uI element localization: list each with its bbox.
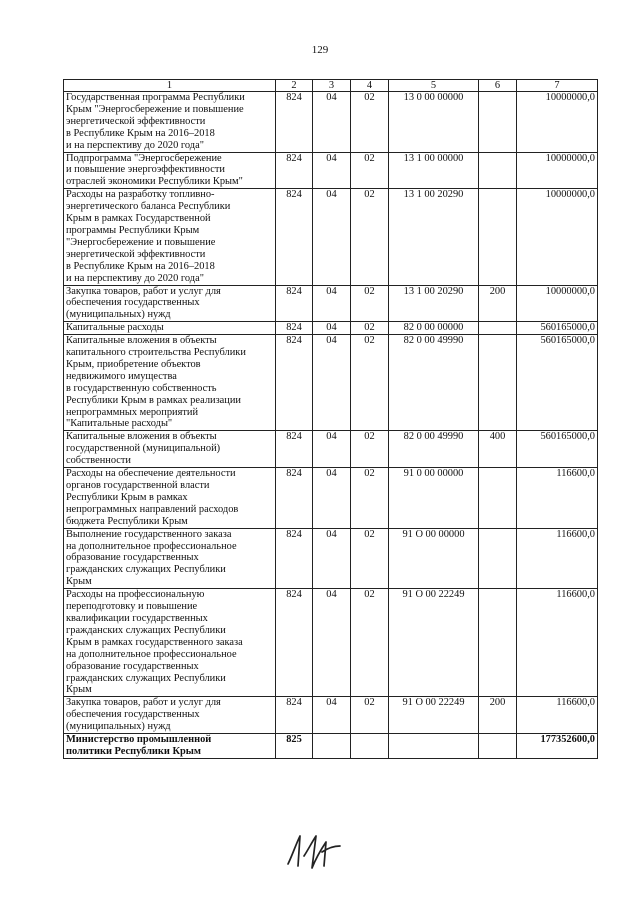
table-header-row [64, 80, 598, 92]
row-name-cell: Расходы на профессиональную переподготовку и повышение квалификации государственных гражданских служащих Республики Крым в рамках государственного заказа на дополнительное профессиональное образование государственных гражданских служащих Республики Крым [64, 589, 276, 697]
dept-code-cell: 824 [276, 589, 313, 697]
table-row [64, 697, 598, 734]
dept-code-cell: 824 [276, 152, 313, 189]
dept-code-cell: 824 [276, 528, 313, 589]
row-name-cell: Закупка товаров, работ и услуг для обеспечения государственных (муниципальных) нужд [64, 285, 276, 322]
section-code-cell [313, 734, 351, 759]
target-code-cell: 82 0 00 00000 [389, 322, 479, 335]
target-code-cell [389, 734, 479, 759]
column-header: 7 [517, 80, 598, 92]
subsection-code-cell: 02 [351, 152, 389, 189]
target-code-cell: 91 0 00 00000 [389, 468, 479, 529]
row-name-cell: Капитальные вложения в объекты капитального строительства Республики Крым, приобретение объектов недвижимого имущества в государственную собственность Республики Крым в рамках реализации непрограммных мероприятий "Капитальные расходы" [64, 335, 276, 431]
expense-type-cell [479, 322, 517, 335]
table-row [64, 431, 598, 468]
section-code-cell: 04 [313, 528, 351, 589]
target-code-cell: 13 1 00 00000 [389, 152, 479, 189]
amount-cell: 10000000,0 [517, 152, 598, 189]
table-row [64, 589, 598, 697]
column-header: 4 [351, 80, 389, 92]
table-row [64, 152, 598, 189]
table-body [64, 92, 598, 759]
expense-type-cell [479, 189, 517, 285]
row-name-cell: Закупка товаров, работ и услуг для обеспечения государственных (муниципальных) нужд [64, 697, 276, 734]
amount-cell: 177352600,0 [517, 734, 598, 759]
subsection-code-cell: 02 [351, 431, 389, 468]
dept-code-cell: 824 [276, 335, 313, 431]
amount-cell: 116600,0 [517, 528, 598, 589]
subsection-code-cell: 02 [351, 189, 389, 285]
dept-code-cell: 824 [276, 468, 313, 529]
dept-code-cell: 824 [276, 697, 313, 734]
table-row [64, 322, 598, 335]
table-row [64, 468, 598, 529]
table-row [64, 189, 598, 285]
target-code-cell: 91 О 00 22249 [389, 697, 479, 734]
table-row [64, 92, 598, 153]
target-code-cell: 13 0 00 00000 [389, 92, 479, 153]
amount-cell: 560165000,0 [517, 322, 598, 335]
table-row [64, 734, 598, 759]
column-header: 3 [313, 80, 351, 92]
section-code-cell: 04 [313, 697, 351, 734]
row-name-cell: Выполнение государственного заказа на дополнительное профессиональное образование государственных гражданских служащих Республики Крым [64, 528, 276, 589]
section-code-cell: 04 [313, 322, 351, 335]
dept-code-cell: 824 [276, 322, 313, 335]
row-name-cell: Министерство промышленной политики Республики Крым [64, 734, 276, 759]
target-code-cell: 13 1 00 20290 [389, 189, 479, 285]
amount-cell: 116600,0 [517, 589, 598, 697]
section-code-cell: 04 [313, 335, 351, 431]
subsection-code-cell: 02 [351, 322, 389, 335]
subsection-code-cell: 02 [351, 528, 389, 589]
subsection-code-cell: 02 [351, 697, 389, 734]
expense-type-cell [479, 335, 517, 431]
subsection-code-cell: 02 [351, 589, 389, 697]
column-header: 6 [479, 80, 517, 92]
dept-code-cell: 824 [276, 285, 313, 322]
subsection-code-cell [351, 734, 389, 759]
expense-type-cell [479, 468, 517, 529]
row-name-cell: Государственная программа Республики Крым "Энергосбережение и повышение энергетической эффективности в Республике Крым на 2016–2018 и на перспективу до 2020 года" [64, 92, 276, 153]
amount-cell: 116600,0 [517, 468, 598, 529]
expense-type-cell [479, 152, 517, 189]
expense-type-cell [479, 589, 517, 697]
expense-type-cell [479, 734, 517, 759]
subsection-code-cell: 02 [351, 285, 389, 322]
budget-table [63, 79, 598, 759]
expense-type-cell [479, 92, 517, 153]
column-header: 5 [389, 80, 479, 92]
column-header: 1 [64, 80, 276, 92]
section-code-cell: 04 [313, 285, 351, 322]
expense-type-cell: 200 [479, 285, 517, 322]
section-code-cell: 04 [313, 92, 351, 153]
row-name-cell: Капитальные вложения в объекты государственной (муниципальной) собственности [64, 431, 276, 468]
row-name-cell: Подпрограмма "Энергосбережение и повышение энергоэффективности отраслей экономики Республики Крым" [64, 152, 276, 189]
target-code-cell: 82 0 00 49990 [389, 335, 479, 431]
expense-type-cell [479, 528, 517, 589]
amount-cell: 10000000,0 [517, 189, 598, 285]
subsection-code-cell: 02 [351, 468, 389, 529]
section-code-cell: 04 [313, 189, 351, 285]
column-header: 2 [276, 80, 313, 92]
section-code-cell: 04 [313, 431, 351, 468]
amount-cell: 560165000,0 [517, 431, 598, 468]
expense-type-cell: 200 [479, 697, 517, 734]
dept-code-cell: 824 [276, 189, 313, 285]
row-name-cell: Капитальные расходы [64, 322, 276, 335]
dept-code-cell: 825 [276, 734, 313, 759]
target-code-cell: 91 О 00 22249 [389, 589, 479, 697]
amount-cell: 10000000,0 [517, 92, 598, 153]
page-number: 129 [311, 44, 329, 56]
amount-cell: 10000000,0 [517, 285, 598, 322]
expense-type-cell: 400 [479, 431, 517, 468]
table-row [64, 335, 598, 431]
section-code-cell: 04 [313, 152, 351, 189]
row-name-cell: Расходы на обеспечение деятельности органов государственной власти Республики Крым в рамках непрограммных направлений расходов бюджета Республики Крым [64, 468, 276, 529]
row-name-cell: Расходы на разработку топливно- энергетического баланса Республики Крым в рамках Государственной программы Республики Крым "Энергосбережение и повышение энергетической эффективности в Республике Крым на 2016–2018 и на перспективу до 2020 года" [64, 189, 276, 285]
dept-code-cell: 824 [276, 431, 313, 468]
section-code-cell: 04 [313, 468, 351, 529]
amount-cell: 116600,0 [517, 697, 598, 734]
target-code-cell: 82 0 00 49990 [389, 431, 479, 468]
section-code-cell: 04 [313, 589, 351, 697]
target-code-cell: 13 1 00 20290 [389, 285, 479, 322]
table-row [64, 285, 598, 322]
handwritten-signature [282, 830, 352, 872]
subsection-code-cell: 02 [351, 335, 389, 431]
target-code-cell: 91 О 00 00000 [389, 528, 479, 589]
dept-code-cell: 824 [276, 92, 313, 153]
table-row [64, 528, 598, 589]
amount-cell: 560165000,0 [517, 335, 598, 431]
subsection-code-cell: 02 [351, 92, 389, 153]
